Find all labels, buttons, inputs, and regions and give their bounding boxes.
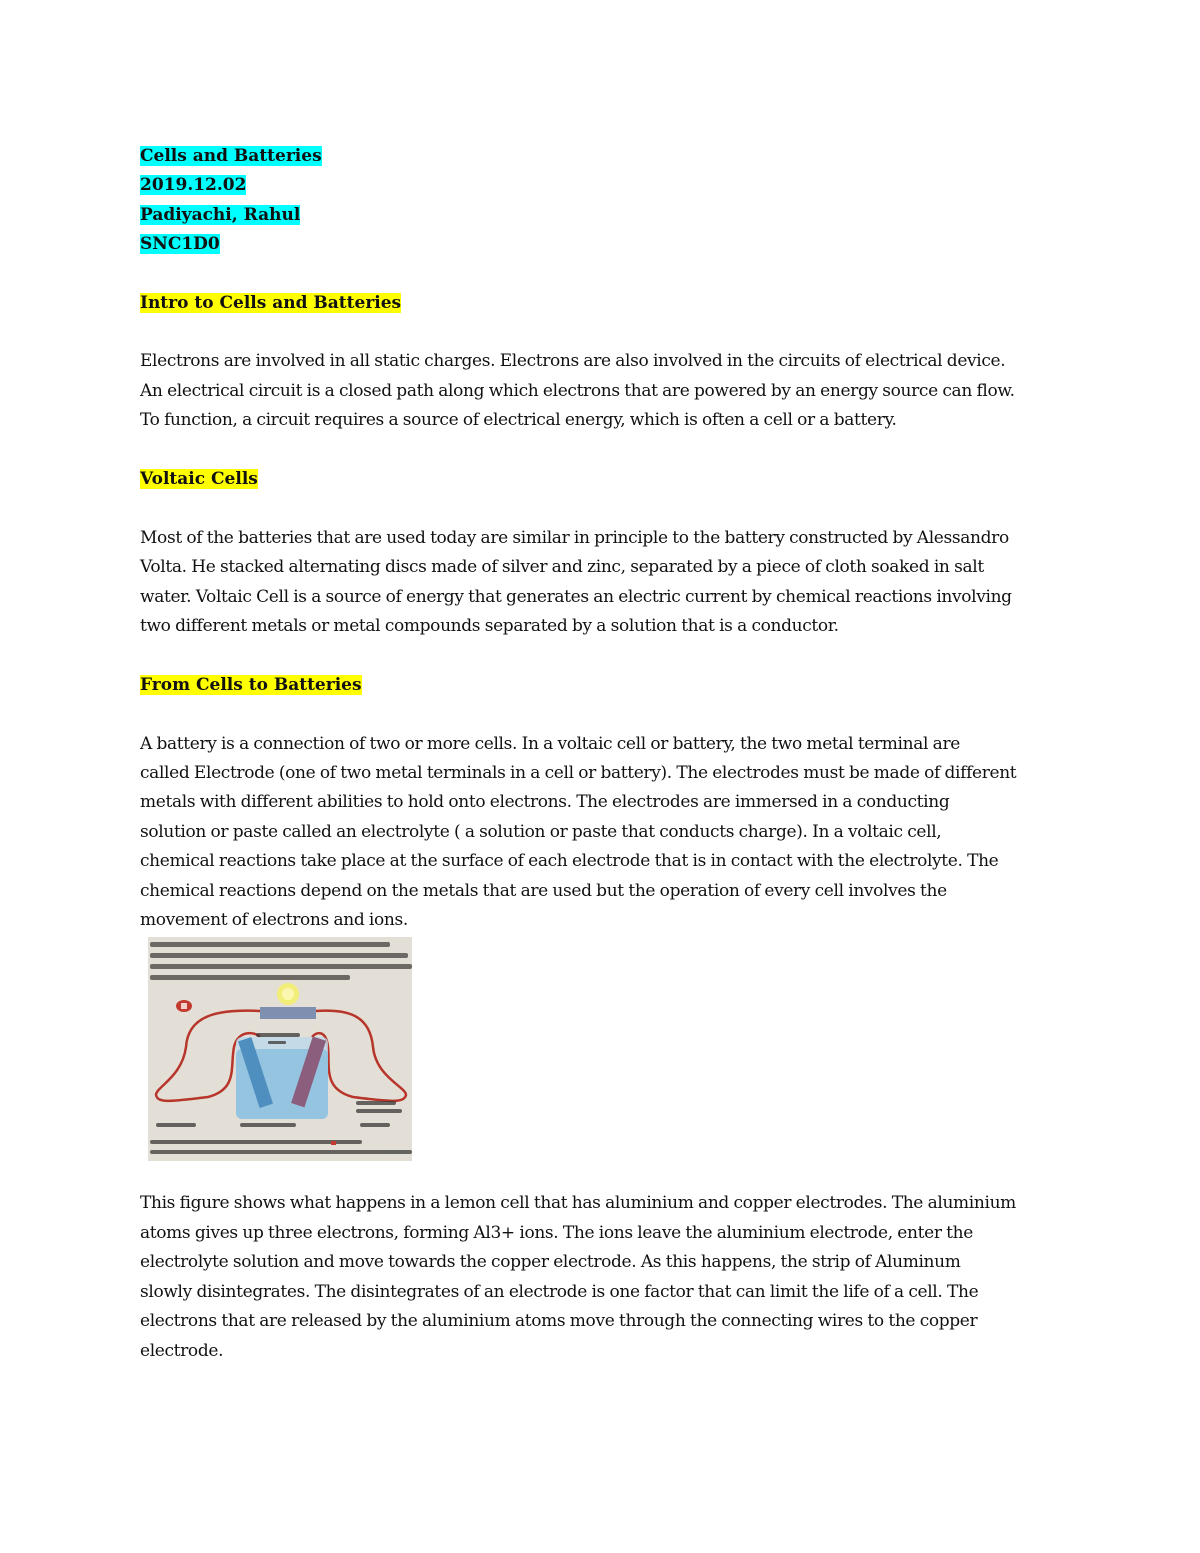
text-line: A battery is a connection of two or more cells. In a voltaic cell or battery, the two metal terminal are <box>140 733 960 754</box>
text-line: Most of the batteries that are used today are similar in principle to the battery constructed by Alessandro <box>140 527 1009 548</box>
text-line: This figure shows what happens in a lemon cell that has aluminium and copper electrodes. The aluminium <box>140 1193 1016 1214</box>
text-line: metals with different abilities to hold onto electrons. The electrodes are immersed in a conducting <box>140 792 950 813</box>
text-line: movement of electrons and ions. <box>140 910 408 931</box>
text-line: An electrical circuit is a closed path along which electrons that are powered by an energy source can flow. <box>140 380 1015 401</box>
document-header <box>140 142 1070 260</box>
text-line: chemical reactions depend on the metals that are used but the operation of every cell involves the <box>140 880 947 901</box>
section-body-intro <box>140 347 1070 435</box>
text-line: chemical reactions take place at the surface of each electrode that is in contact with the electrolyte. The <box>140 851 999 872</box>
text-line: slowly disintegrates. The disintegrates of an electrode is one factor that can limit the life of a cell. The <box>140 1281 979 1302</box>
lemon-cell-diagram-illustration <box>148 937 412 1161</box>
text-line: called Electrode (one of two metal terminals in a cell or battery). The electrodes must be made of different <box>140 763 1017 784</box>
lemon-cell-diagram-image <box>148 937 412 1161</box>
text-line: Volta. He stacked alternating discs made of silver and zinc, separated by a piece of cloth soaked in salt <box>140 557 984 578</box>
document-author: Padiyachi, Rahul <box>140 204 301 225</box>
text-line: To function, a circuit requires a source of electrical energy, which is often a cell or a battery. <box>140 410 897 431</box>
section-body-voltaic-cells <box>140 524 1070 642</box>
text-line: water. Voltaic Cell is a source of energy that generates an electric current by chemical reactions involving <box>140 586 1012 607</box>
figure-explanation-paragraph <box>140 1189 1070 1365</box>
section-body-cells-to-batteries <box>140 730 1070 936</box>
text-line: two different metals or metal compounds separated by a solution that is a conductor. <box>140 616 839 637</box>
section-heading-voltaic-cells: Voltaic Cells <box>140 469 258 490</box>
document-date: 2019.12.02 <box>140 175 247 196</box>
section-heading-intro: Intro to Cells and Batteries <box>140 292 402 313</box>
text-line: electrode. <box>140 1340 224 1361</box>
section-heading-cells-to-batteries: From Cells to Batteries <box>140 674 362 695</box>
text-line: solution or paste called an electrolyte ( a solution or paste that conducts charge). In a voltaic cell, <box>140 821 942 842</box>
text-line: Electrons are involved in all static charges. Electrons are also involved in the circuits of electrical device. <box>140 351 1006 372</box>
text-line: electrolyte solution and move towards the copper electrode. As this happens, the strip of Aluminum <box>140 1252 961 1273</box>
text-line: atoms gives up three electrons, forming Al3+ ions. The ions leave the aluminium electrode, enter the <box>140 1222 973 1243</box>
text-line: electrons that are released by the aluminium atoms move through the connecting wires to the copper <box>140 1311 978 1332</box>
document-page <box>140 142 1070 1366</box>
document-course-code: SNC1D0 <box>140 234 220 255</box>
document-title: Cells and Batteries <box>140 146 322 166</box>
